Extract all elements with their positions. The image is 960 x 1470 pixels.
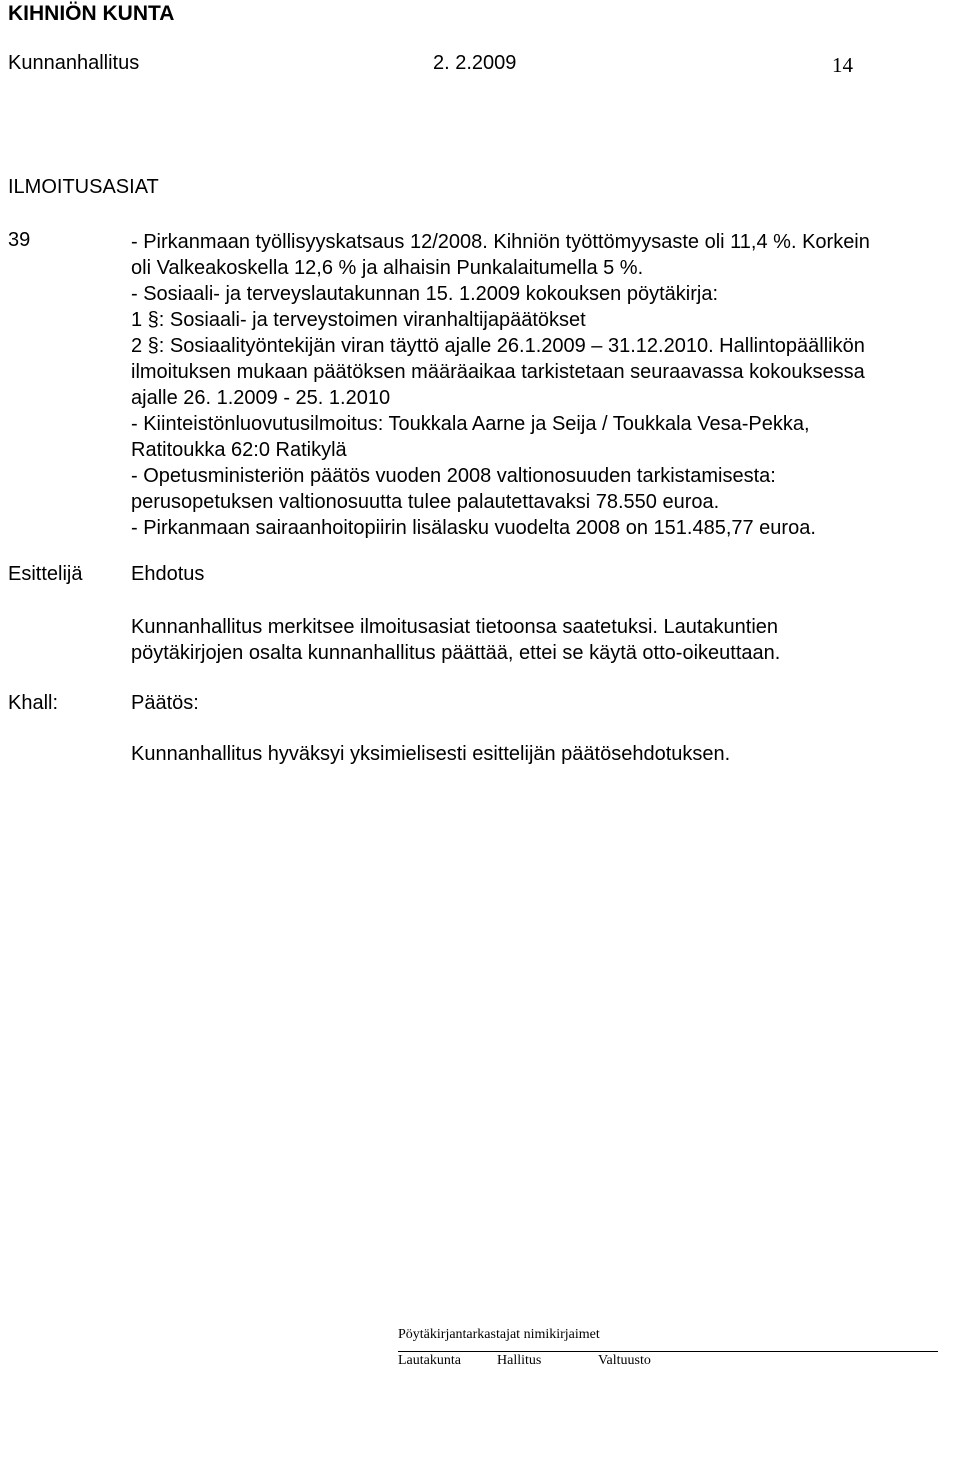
item-number: 39: [8, 229, 31, 251]
footer-column-council: Valtuusto: [598, 1353, 651, 1368]
header-date: 2. 2.2009: [433, 52, 517, 74]
organization-name: KIHNIÖN KUNTA: [8, 2, 175, 25]
decision-label: Päätös:: [131, 692, 199, 714]
item-line: - Kiinteistönluovutusilmoitus: Toukkala Aarne ja Seija / Toukkala Vesa-Pekka,: [131, 413, 810, 435]
item-line: 1 §: Sosiaali- ja terveystoimen viranhaltijapäätökset: [131, 309, 586, 331]
proposal-line: Kunnanhallitus merkitsee ilmoitusasiat tietoonsa saatetuksi. Lautakuntien: [131, 616, 779, 638]
footer-column-board: Hallitus: [497, 1353, 542, 1368]
proposal-line: pöytäkirjojen osalta kunnanhallitus päättää, ettei se käytä otto-oikeuttaan.: [131, 642, 781, 664]
item-line: - Opetusministeriön päätös vuoden 2008 valtionosuuden tarkistamisesta:: [131, 465, 776, 487]
board-label: Khall:: [8, 692, 59, 714]
item-line: perusopetuksen valtionosuutta tulee palautettavaksi 78.550 euroa.: [131, 491, 720, 513]
item-line: Ratitoukka 62:0 Ratikylä: [131, 439, 347, 461]
footer-title: Pöytäkirjantarkastajat nimikirjaimet: [398, 1327, 600, 1342]
item-body: [131, 229, 870, 541]
section-title: ILMOITUSASIAT: [8, 176, 159, 198]
item-line: oli Valkeakoskella 12,6 % ja alhaisin Punkalaitumella 5 %.: [131, 257, 644, 279]
footer-column-committee: Lautakunta: [398, 1353, 461, 1368]
proposal-body: [131, 614, 780, 666]
footer-divider: [398, 1351, 938, 1352]
item-line: 2 §: Sosiaalityöntekijän viran täyttö ajalle 26.1.2009 – 31.12.2010. Hallintopäällikön: [131, 335, 865, 357]
proposal-label: Ehdotus: [131, 563, 205, 585]
item-line: ilmoituksen mukaan päätöksen määräaikaa tarkistetaan seuraavassa kokouksessa: [131, 361, 865, 383]
item-line: - Pirkanmaan työllisyyskatsaus 12/2008. Kihniön työttömyysaste oli 11,4 %. Korkein: [131, 231, 870, 253]
header-body: Kunnanhallitus: [8, 52, 140, 74]
item-line: - Sosiaali- ja terveyslautakunnan 15. 1.2009 kokouksen pöytäkirja:: [131, 283, 719, 305]
item-line: ajalle 26. 1.2009 - 25. 1.2010: [131, 387, 391, 409]
item-line: - Pirkanmaan sairaanhoitopiirin lisälasku vuodelta 2008 on 151.485,77 euroa.: [131, 517, 816, 539]
presenter-label: Esittelijä: [8, 563, 83, 585]
decision-text: Kunnanhallitus hyväksyi yksimielisesti esittelijän päätösehdotuksen.: [131, 743, 731, 765]
page-number: 14: [832, 53, 853, 77]
